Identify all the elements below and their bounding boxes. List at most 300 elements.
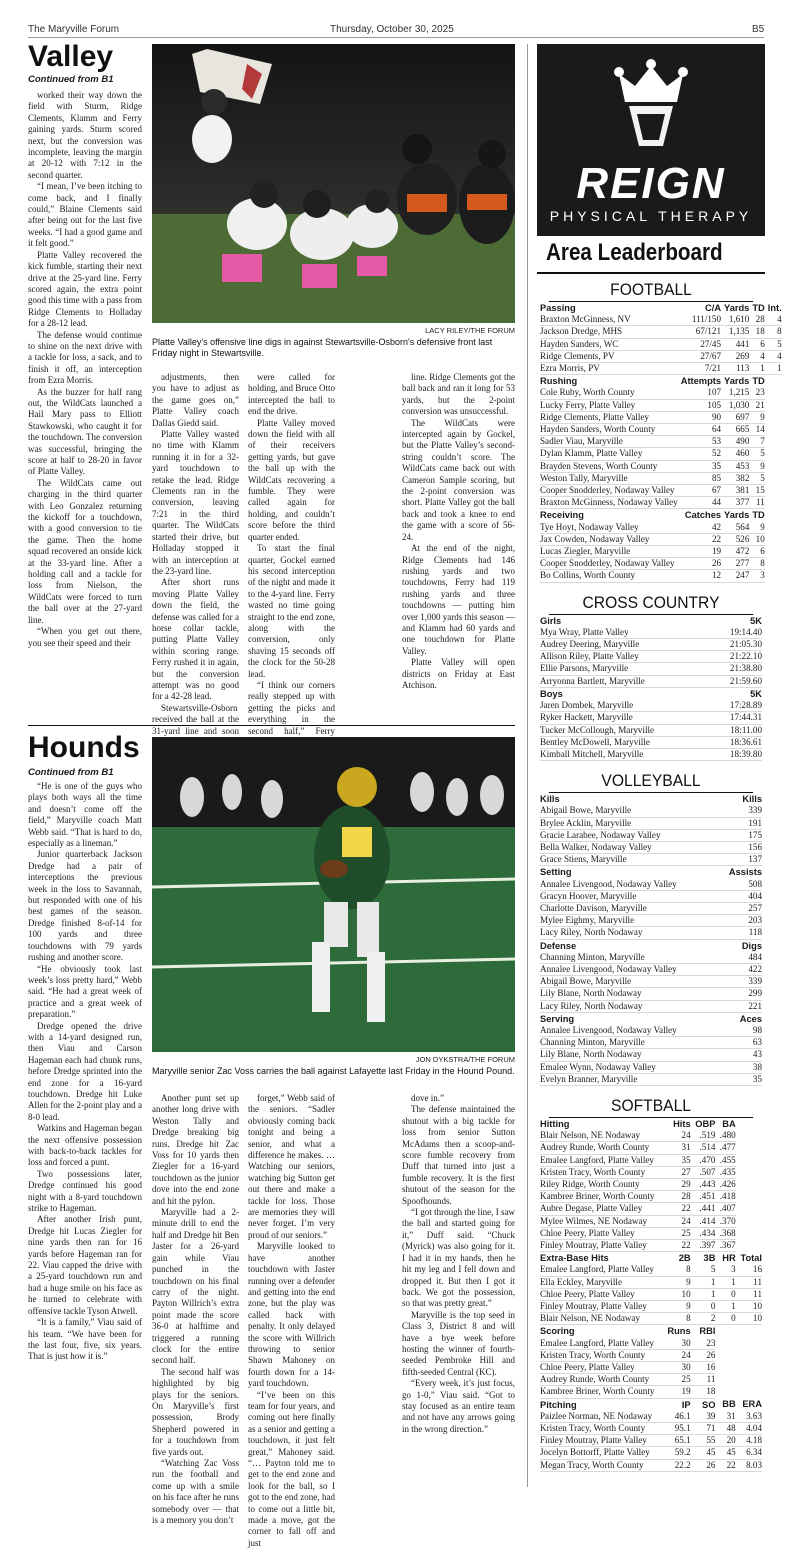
stat-value: 21:59.60 (710, 675, 762, 687)
stat-value: 24 (663, 1130, 691, 1142)
player-name: Lacy Riley, North Nodaway (540, 1000, 716, 1012)
player-name: Aubre Degase, Platte Valley (540, 1203, 663, 1215)
player-name: Blair Nelson, NE Nodaway (540, 1313, 663, 1325)
paragraph: “I got through the line, I saw the ball and started going for it,” Duff said. “Chuck (Myrick) was also going for it. I had it in my hands, then he hit my leg and I fell down and dropped it. But then I got it back. We got the possession, so that was pretty great.” (402, 1207, 515, 1309)
stat-value: .418 (715, 1191, 735, 1203)
player-name: Ridge Clements, Platte Valley (540, 411, 678, 423)
stat-value: 1 (715, 1276, 735, 1288)
stat-value: 10 (736, 1313, 762, 1325)
paragraph: Stewartsville-Osborn received the ball at the 31-yard line and soon (152, 702, 239, 736)
paragraph: Junior quarterback Jackson Dredge had a pair of interceptions the previous week in the loss to Savannah, but responded with one of his best games of the season. Dredge finished 8-of-14 for 100 yards and three touchdowns with 79 yards rushing and another score. (28, 849, 142, 963)
stats-row (540, 338, 782, 350)
stats-header-row (540, 615, 762, 627)
player-name: Gracie Larabee, Nodaway Valley (540, 829, 716, 841)
stat-value: 21:38.80 (710, 663, 762, 675)
stats-row (540, 314, 782, 326)
stats-row (540, 546, 782, 558)
stats-row (540, 1411, 762, 1423)
stat-column-label: OBP (695, 1118, 716, 1129)
stat-value: 7 (749, 436, 764, 448)
stat-value: .441 (691, 1203, 716, 1215)
stat-value: 35 (716, 1073, 762, 1085)
stat-category: Receiving (540, 510, 584, 521)
stat-value: 27/45 (678, 338, 721, 350)
player-name: Lucky Ferry, Platte Valley (540, 399, 678, 411)
paragraph: “I’ve been on this team for four years, and coming out here finally as a senior and getting a touchdown, it just felt great,” Mahoney said. “… Payton told me to get to the end zone and look for the ball, so I got to the end zone, had to come out a little bit, made a move, got the corner to fall off and just (248, 1389, 335, 1548)
paragraph: “He obviously took last week’s loss pretty hard,” Webb said. “He had a great week of practice and a great week of preparation.” (28, 963, 142, 1020)
player-name: Tye Hoyt, Nodaway Valley (540, 522, 678, 534)
player-name: Braxton McGinness, Nodaway Valley (540, 497, 678, 508)
stats-row (540, 1374, 762, 1386)
stat-value: 63 (716, 1037, 762, 1049)
stats-row (540, 841, 762, 853)
stat-value: 23 (691, 1338, 716, 1350)
player-name: Emalee Langford, Platte Valley (540, 1264, 663, 1276)
leaderboard-title: Area Leaderboard (546, 239, 723, 266)
stat-column-label: TD (752, 510, 765, 521)
stat-value: 35 (678, 460, 721, 472)
stat-column-label: TD (752, 376, 765, 387)
stat-value: 299 (716, 988, 762, 1000)
stat-column-label: Total (740, 1252, 762, 1263)
stat-value: 85 (678, 472, 721, 484)
stat-value: 1 (691, 1288, 716, 1300)
stats-table (540, 1118, 762, 1472)
stat-value: 55 (691, 1435, 716, 1447)
stat-value: 441 (721, 338, 749, 350)
paragraph: worked their way down the field with Sturm, Ridge Clements, Klamm and Ferry gaining yards. Sturm scored next, but the conversion was incomplete, leaving the margin at 20-12 with 7:12 in the second quarter. (28, 90, 142, 180)
stat-value: 508 (716, 879, 762, 891)
stats-row (540, 1349, 762, 1361)
hounds-football-photo (152, 737, 515, 1052)
stat-value: 377 (721, 497, 749, 509)
stat-value: 22 (663, 1203, 691, 1215)
paragraph: Maryville looked to have another touchdown with Jaster running over a defender and getting into the end zone, but the play was called back with penalty. It only delayed the score with Willrich throwing to senior Shawn Mahoney on fourth down for a 14-yard touchdown. (248, 1241, 335, 1389)
issue-date: Thursday, October 30, 2025 (330, 24, 454, 35)
stat-column-label: 2B (678, 1253, 691, 1264)
stat-value: 18:36.61 (710, 736, 762, 748)
player-name: Audrey Runde, Worth County (540, 1374, 663, 1386)
stat-value: 0 (715, 1288, 735, 1300)
stat-value: 490 (721, 436, 749, 448)
stats-row (540, 522, 782, 534)
stat-value: .367 (715, 1240, 735, 1252)
player-name: Audrey Deering, Maryville (540, 639, 710, 651)
valley-column-4 (402, 372, 515, 752)
player-name: Kambree Briner, Worth County (540, 1386, 663, 1398)
stat-value: 175 (716, 829, 762, 841)
stat-value: 18 (749, 326, 764, 338)
player-name: Brayden Stevens, Worth County (540, 460, 678, 472)
player-name: Channing Minton, Maryville (540, 952, 716, 964)
stat-value: 46.1 (663, 1411, 691, 1423)
player-name: Charlotte Davison, Maryville (540, 902, 716, 914)
stats-row (540, 497, 782, 509)
stat-value: 53 (678, 436, 721, 448)
stats-row (540, 485, 782, 497)
stat-value: 23 (749, 387, 764, 399)
stat-value: 1 (765, 363, 782, 375)
player-name: Lily Blane, North Nodaway (540, 1049, 716, 1061)
stat-value: 339 (716, 976, 762, 988)
stats-row (540, 1240, 762, 1252)
stats-row (540, 399, 782, 411)
stat-category: Defense (540, 940, 577, 951)
valley-story-title: Valley (28, 40, 114, 73)
player-name: Emalee Langford, Platte Valley (540, 1338, 663, 1350)
stats-row (540, 472, 782, 484)
stat-column-label: Runs (667, 1326, 691, 1337)
stat-value: 48 (715, 1423, 735, 1435)
stats-row (540, 1142, 762, 1154)
stats-row (540, 533, 782, 545)
stat-value: 43 (716, 1049, 762, 1061)
stats-row (540, 460, 782, 472)
stat-value: 52 (678, 448, 721, 460)
stat-value: 107 (678, 387, 721, 399)
player-name: Weston Tally, Maryville (540, 472, 678, 484)
hounds-photo-credit: JON DYKSTRA/THE FORUM (415, 1055, 515, 1064)
stats-row (540, 854, 762, 866)
stat-value: 526 (721, 533, 749, 545)
paragraph: After short runs moving Platte Valley down the field, the defense was called for a horse collar tackle, putting Platte Valley within scoring range. Ferry rushed it in again, but the conversion attempt was no good for a 42-28 lead. (152, 577, 239, 702)
stat-value: .397 (691, 1240, 716, 1252)
stats-row (540, 805, 762, 817)
stat-value: 105 (678, 399, 721, 411)
player-name: Blair Nelson, NE Nodaway (540, 1130, 663, 1142)
stat-value: 1 (715, 1301, 735, 1313)
stat-value: 59.2 (663, 1447, 691, 1459)
player-name: Kristen Tracy, Worth County (540, 1166, 663, 1178)
player-name: Annalee Livengood, Nodaway Valley (540, 963, 716, 975)
player-name: Grace Stiens, Maryville (540, 854, 716, 866)
stat-value: .514 (691, 1142, 716, 1154)
stat-column-label: BB (722, 1399, 736, 1410)
stat-value: 4.18 (736, 1435, 762, 1447)
paragraph: Platte Valley moved down the field with all of their receivers getting yards, but gave the ball up with the WildCats recovering a fumble. They were called again for holding, and couldn’t score before the third quarter ended. (248, 417, 335, 542)
player-name: Annalee Livengood, Nodaway Valley (540, 1025, 716, 1037)
stat-value: .435 (715, 1166, 735, 1178)
stat-value: 44 (678, 497, 721, 509)
paragraph: Watkins and Hageman began the next offensive possession with back-to-back tackles for loss and forced a punt. (28, 1123, 142, 1168)
stats-row (540, 915, 762, 927)
player-name: Abigail Bowe, Maryville (540, 976, 716, 988)
stats-row (540, 627, 762, 639)
stats-header-row (540, 1118, 762, 1130)
valley-photo-credit: LACY RILEY/THE FORUM (425, 326, 515, 335)
stat-value: 697 (721, 411, 749, 423)
stats-row (540, 1037, 762, 1049)
stats-row (540, 411, 782, 423)
player-name: Bo Collins, Worth County (540, 570, 678, 582)
stats-row (540, 1000, 762, 1012)
player-name: Allison Riley, Platte Valley (540, 651, 710, 663)
stat-value: 0 (691, 1301, 716, 1313)
stat-column-label: Int. (767, 303, 782, 313)
stat-value: 8.03 (736, 1459, 762, 1471)
stats-row (540, 1191, 762, 1203)
stat-value: 156 (716, 841, 762, 853)
stat-column-label: SO (702, 1399, 716, 1410)
stat-value: 30 (663, 1362, 691, 1374)
stat-value: 35 (663, 1154, 691, 1166)
player-name: Ridge Clements, PV (540, 350, 678, 362)
stat-value: 8 (663, 1264, 691, 1276)
stats-row (540, 817, 762, 829)
stat-value: 42 (678, 522, 721, 534)
player-name: Cole Ruby, Worth County (540, 387, 678, 399)
stat-value: 98 (716, 1025, 762, 1037)
stat-value: 19:14.40 (710, 627, 762, 639)
stat-category: Hitting (540, 1118, 570, 1129)
stat-category: Passing (540, 303, 576, 313)
stat-column-label: Attempts (680, 376, 722, 387)
stat-value: 6 (749, 338, 764, 350)
stat-column-label: BA (722, 1118, 736, 1129)
paragraph: Platte Valley wasted no time with Klamm running it in for a 32-yard touchdown to retake the lead. Ridge Clements ran in the conversion, leaving 7:21 in the third quarter. The WildCats started their drive, but Holladay stopped it with an interception at the 23-yard line. (152, 429, 239, 576)
stat-value: 381 (721, 485, 749, 497)
stats-header-row (540, 687, 762, 700)
paragraph: Maryville had a 2-minute drill to end the half and Dredge hit Ben Jaster for a 26-yard gain while Viau punched in the touchdown on his final carry of the night. Payton Willrich’s extra point made the score 36-0 at halftime and triggered a running clock for the entire second half. (152, 1207, 239, 1366)
stat-value: 382 (721, 472, 749, 484)
hounds-story-title: Hounds (28, 731, 140, 764)
stats-header-row (540, 509, 782, 522)
stat-value: 21:22.10 (710, 651, 762, 663)
page-number: B5 (752, 24, 765, 35)
stats-row (540, 1203, 762, 1215)
player-name: Jackson Dredge, MHS (540, 326, 678, 338)
stats-row (540, 1276, 762, 1288)
stat-value: 1,135 (721, 326, 749, 338)
paragraph: Platte Valley will open districts on Friday at East Atchison. (402, 657, 515, 690)
stat-value: 24 (663, 1215, 691, 1227)
stat-value: 3 (749, 570, 764, 582)
stats-row (540, 350, 782, 362)
reign-physical-therapy-ad[interactable] (537, 44, 765, 236)
paragraph: The second half was highlighted by big plays for the seniors. On Maryville’s first possession, Brody Shepherd powered in for a touchdown from five yards out. (152, 1366, 239, 1457)
stat-value: 8 (749, 558, 764, 570)
stats-row (540, 879, 762, 891)
header-rule (28, 37, 764, 38)
player-name: Kristen Tracy, Worth County (540, 1423, 663, 1435)
stat-value: 95.1 (663, 1423, 691, 1435)
player-name: Emalee Langford, Platte Valley (540, 1154, 663, 1166)
stats-row (540, 952, 762, 964)
stat-value: 18:39.80 (710, 748, 762, 760)
stat-value: 422 (716, 963, 762, 975)
paragraph: As the buzzer for half rang out, the WildCats launched a Hail Mary pass to Elliott Stawkowski, who caught it for the touchdown. The conversion was successful, bringing the score at half to 28-20 in favor of Platte Valley. (28, 386, 142, 477)
player-name: Ryker Hackett, Maryville (540, 712, 710, 724)
player-name: Tucker McCollough, Maryville (540, 724, 710, 736)
stat-column-label: Aces (739, 1013, 762, 1024)
player-name: Ella Eckley, Maryville (540, 1276, 663, 1288)
paragraph: adjustments, then you have to adjust as the game goes on,” Platte Valley coach Dallas Giedd said. (152, 372, 239, 428)
stats-header-row (540, 1012, 762, 1025)
stats-header-row (540, 793, 762, 805)
stats-row (540, 724, 762, 736)
stat-value: .480 (715, 1130, 735, 1142)
player-name: Ellie Parsons, Maryville (540, 663, 710, 675)
stat-value: 24 (663, 1349, 691, 1361)
stat-value: 27 (663, 1166, 691, 1178)
player-name: Kristen Tracy, Worth County (540, 1349, 663, 1361)
stat-value: 28 (749, 314, 764, 326)
valley-continued-label: Continued from B1 (28, 74, 114, 85)
stats-row (540, 1362, 762, 1374)
stat-value: 19 (663, 1386, 691, 1398)
stat-category: Girls (540, 615, 562, 626)
player-name: Mylee Eighmy, Maryville (540, 915, 716, 927)
stat-value: 269 (721, 350, 749, 362)
stat-column-label: Yards (724, 510, 750, 521)
stat-value: 3 (715, 1264, 735, 1276)
stat-value: .507 (691, 1166, 716, 1178)
stat-value: 472 (721, 546, 749, 558)
stats-table (540, 793, 762, 1086)
stats-row (540, 1447, 762, 1459)
player-name: Evelyn Branner, Maryville (540, 1073, 716, 1085)
stats-row (540, 1061, 762, 1073)
stats-row (540, 570, 782, 582)
stats-row (540, 1179, 762, 1191)
player-name: Bentley McDowell, Maryville (540, 736, 710, 748)
stat-column-label: 5K (750, 688, 762, 699)
player-name: Lacy Riley, North Nodaway (540, 927, 716, 939)
player-name: Finley Moutray, Platte Valley (540, 1435, 663, 1447)
stats-table (540, 302, 782, 583)
stat-value: 460 (721, 448, 749, 460)
stat-value: 9 (749, 460, 764, 472)
paragraph: Platte Valley recovered the kick fumble, starting their next drive at the 25-yard line. Ferry scored again, the extra point good this time with a pass from Ridge Clements to Holladay for a 28-12 lead. (28, 249, 142, 329)
stat-value: 4 (765, 350, 782, 362)
stats-header-row (540, 866, 762, 879)
player-name: Jocelyn Bottorff, Platte Valley (540, 1447, 663, 1459)
paragraph: “It is a family,” Viau said of his team. “We have been for the last four, five, six years. That is just how it is.” (28, 1317, 142, 1362)
stat-value: .414 (691, 1215, 716, 1227)
stat-value: 31 (715, 1411, 735, 1423)
stat-value: 4 (765, 314, 782, 326)
sport-heading: SOFTBALL (549, 1096, 753, 1118)
player-name: Braxton McGinness, NV (540, 314, 678, 326)
stat-value: 39 (691, 1411, 716, 1423)
paragraph: The defense maintained the shutout with a big tackle for loss from senior Sutton McAdams then a scoop-and-score fumble recovery from Duff that turned into just a fumble recovery. It is the first shutout of the season for the Spoofhounds. (402, 1104, 515, 1206)
player-name: Emalee Wynn, Nodaway Valley (540, 1061, 716, 1073)
stat-column-label: Assists (728, 867, 762, 878)
stat-value: 26 (691, 1349, 716, 1361)
paragraph: line. Ridge Clements got the ball back and ran it long for 53 yards, but the 2-point conversion was unsuccessful. (402, 372, 515, 417)
stats-row (540, 1301, 762, 1313)
stat-column-label: TD (752, 303, 765, 313)
stat-value: 18 (691, 1386, 716, 1398)
stats-row (540, 1166, 762, 1178)
stat-value: 118 (716, 927, 762, 939)
stat-value: 277 (721, 558, 749, 570)
stats-row (540, 387, 782, 399)
stat-value: 6.34 (736, 1447, 762, 1459)
stat-value: 71 (691, 1423, 716, 1435)
stat-column-label: 5K (750, 615, 762, 626)
stats-row (540, 436, 782, 448)
stats-row (540, 902, 762, 914)
sport-heading: VOLLEYBALL (549, 771, 753, 793)
stat-column-label: Catches (684, 510, 722, 521)
stat-value: 1,030 (721, 399, 749, 411)
stats-row (540, 890, 762, 902)
stat-value: 8 (765, 326, 782, 338)
stat-value: 9 (749, 411, 764, 423)
stats-row (540, 1313, 762, 1325)
hounds-photo-caption: Maryville senior Zac Voss carries the ball against Lafayette last Friday in the Hound Pound. (152, 1066, 515, 1076)
stat-value: 111/150 (678, 314, 721, 326)
sport-heading: FOOTBALL (549, 280, 753, 302)
stat-value: 339 (716, 805, 762, 817)
player-name: Chloe Peery, Platte Valley (540, 1362, 663, 1374)
stats-row (540, 988, 762, 1000)
stat-value: 6 (749, 546, 764, 558)
column-divider (527, 44, 528, 1487)
stat-column-label: 3B (703, 1253, 716, 1264)
hounds-continued-label: Continued from B1 (28, 767, 114, 778)
stat-value: 203 (716, 915, 762, 927)
stat-value: 19 (678, 546, 721, 558)
stat-value: 26 (691, 1459, 716, 1471)
stats-row (540, 1049, 762, 1061)
stats-row (540, 1227, 762, 1239)
paragraph: The WildCats came out charging in the third quarter with Leo Gonzalez returning the kickoff for a touchdown, with a good conversion to tie the game. Then the home squad recovered an onside kick at the 33-yard line. After a holding call and a tackle for loss from Nielson, the WildCats were forced to turn the ball over at the 27-yard line. (28, 477, 142, 625)
stat-column-label: IP (681, 1399, 691, 1410)
player-name: Lily Blane, North Nodaway (540, 988, 716, 1000)
sport-heading: CROSS COUNTRY (549, 593, 753, 615)
stat-value: 11 (736, 1288, 762, 1300)
hounds-column-1 (28, 781, 142, 1483)
player-name: Sadler Viau, Maryville (540, 436, 678, 448)
paragraph: “When you get out there, you see their speed and their (28, 626, 142, 648)
stat-value: 18:11.00 (710, 724, 762, 736)
stat-value: 67 (678, 485, 721, 497)
stats-row (540, 1215, 762, 1227)
paragraph: Dredge opened the drive with a 14-yard designed run, then Viau and Carson Hageman each had chunk runs, before Dredge sprinted into the end zone for a 16-yard touchdown. Dredge hit Luke Allen for the 2-point play and a 8-0 lead. (28, 1020, 142, 1122)
stat-category: Scoring (540, 1326, 575, 1337)
story-divider (28, 725, 515, 726)
player-name: Dylan Klamm, Platte Valley (540, 448, 678, 460)
paragraph: “Watching Zac Voss run the football and come up with a smile on his face after he runs somebody over — that is a memory you don’t (152, 1458, 239, 1526)
stat-value: 564 (721, 522, 749, 534)
stats-row (540, 1459, 762, 1471)
stats-row (540, 1130, 762, 1142)
stat-value: .477 (715, 1142, 735, 1154)
stat-value: 38 (716, 1061, 762, 1073)
stats-row (540, 639, 762, 651)
stat-value: .368 (715, 1227, 735, 1239)
stat-value: .370 (715, 1215, 735, 1227)
stat-value: 11 (736, 1276, 762, 1288)
paragraph: To start the final quarter, Gockel earned his second interception of the night and made it to the 4-yard line. Ferry wasted no time going straight to the end zone, along with the conversion, only shaving 15 seconds off the clock for the 50-28 lead. (248, 543, 335, 679)
stat-value: 10 (749, 533, 764, 545)
stat-value: 15 (749, 485, 764, 497)
player-name: Audrey Runde, Worth County (540, 1142, 663, 1154)
stat-value: .455 (715, 1154, 735, 1166)
valley-column-3 (248, 372, 335, 752)
player-name: Channing Minton, Maryville (540, 1037, 716, 1049)
stats-row (540, 326, 782, 338)
stat-value: .407 (715, 1203, 735, 1215)
stats-row (540, 558, 782, 570)
valley-column-2 (152, 372, 239, 752)
stats-row (540, 963, 762, 975)
player-name: Abigail Bowe, Maryville (540, 805, 716, 817)
ad-tagline: PHYSICAL THERAPY (549, 208, 753, 224)
stat-value: 9 (663, 1301, 691, 1313)
